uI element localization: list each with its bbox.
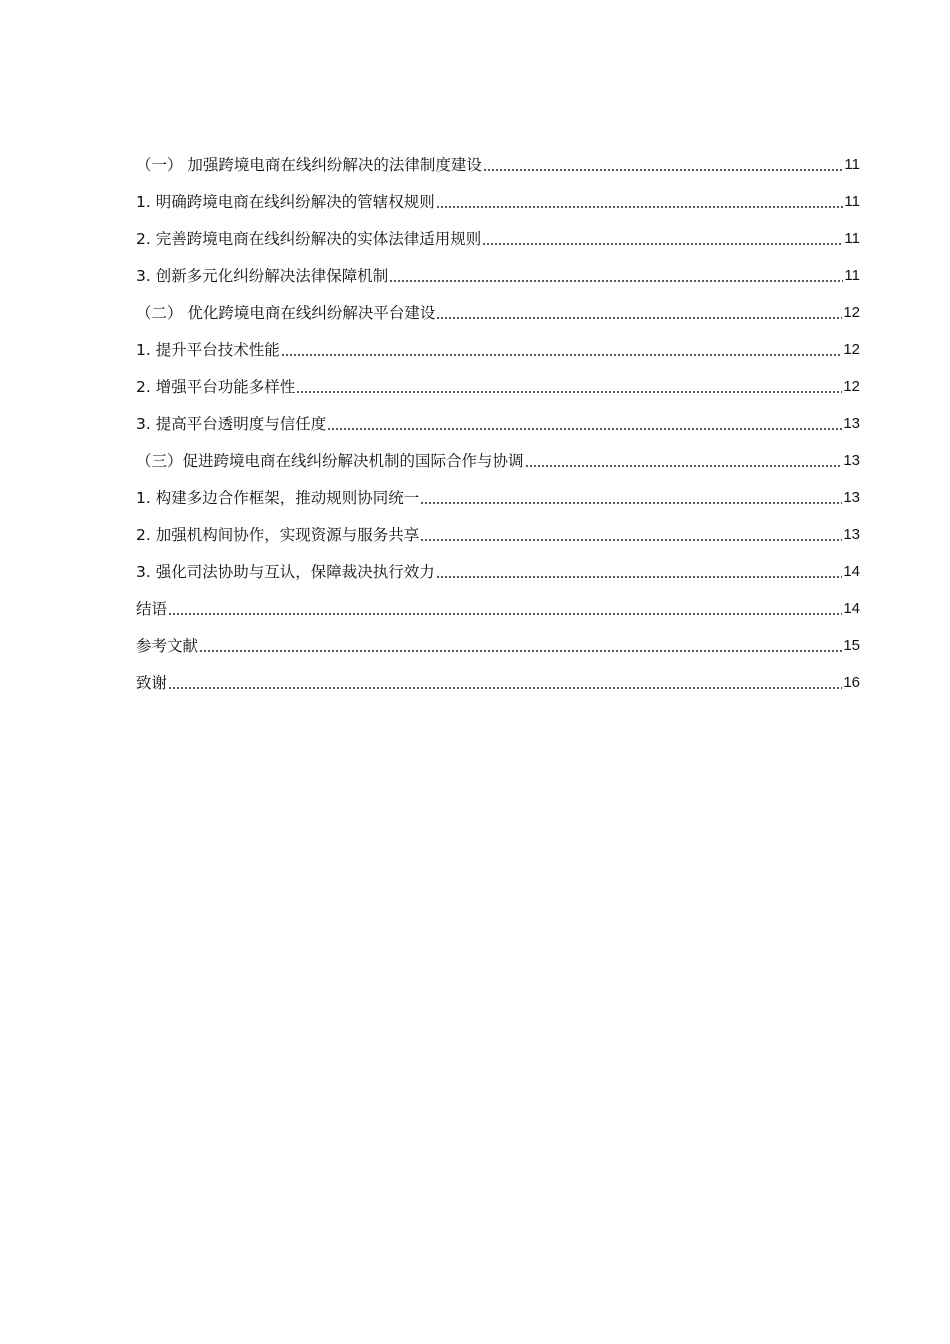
- toc-entry[interactable]: [136, 582, 860, 619]
- toc-page-number: 13: [843, 489, 860, 506]
- toc-page-number: 11: [844, 156, 860, 173]
- toc-page-number: 13: [843, 415, 860, 432]
- toc-entry[interactable]: [136, 508, 860, 545]
- toc-page-number: 12: [843, 341, 860, 358]
- toc-entry[interactable]: [136, 360, 860, 397]
- toc-entry[interactable]: [136, 397, 860, 434]
- toc-dot-leader: [525, 465, 843, 467]
- toc-entry-title: 3. 创新多元化纠纷解决法律保障机制: [136, 267, 389, 285]
- toc-entry-title: （一） 加强跨境电商在线纠纷解决的法律制度建设: [136, 156, 482, 174]
- toc-entry-title: 3. 强化司法协助与互认，保障裁决执行效力: [136, 563, 435, 581]
- toc-dot-leader: [436, 317, 842, 319]
- toc-dot-leader: [389, 280, 843, 282]
- toc-dot-leader: [436, 576, 843, 578]
- toc-page-number: 14: [843, 563, 860, 580]
- toc-entry-title: 结语: [136, 600, 168, 618]
- toc-entry-title: 2. 增强平台功能多样性: [136, 378, 296, 396]
- toc-dot-leader: [482, 243, 843, 245]
- toc-entry-title: 致谢: [136, 674, 168, 692]
- toc-dot-leader: [420, 502, 842, 504]
- toc-entry-title: 3. 提高平台透明度与信任度: [136, 415, 327, 433]
- table-of-contents: [136, 138, 860, 693]
- toc-dot-leader: [296, 391, 842, 393]
- toc-dot-leader: [199, 650, 842, 652]
- toc-entry[interactable]: [136, 545, 860, 582]
- toc-dot-leader: [281, 354, 843, 356]
- toc-page-number: 15: [843, 637, 860, 654]
- toc-page-number: 16: [843, 674, 860, 691]
- toc-entry-title: （三）促进跨境电商在线纠纷解决机制的国际合作与协调: [136, 452, 524, 470]
- toc-entry[interactable]: [136, 138, 860, 175]
- toc-dot-leader: [436, 206, 844, 208]
- toc-page-number: 14: [843, 600, 860, 617]
- toc-page-number: 13: [843, 526, 860, 543]
- toc-entry[interactable]: [136, 656, 860, 693]
- toc-page-number: 11: [844, 193, 860, 210]
- toc-entry[interactable]: [136, 175, 860, 212]
- toc-entry-title: （二） 优化跨境电商在线纠纷解决平台建设: [136, 304, 436, 322]
- toc-entry-title: 1. 明确跨境电商在线纠纷解决的管辖权规则: [136, 193, 435, 211]
- toc-dot-leader: [168, 687, 842, 689]
- toc-entry-title: 参考文献: [136, 637, 199, 655]
- toc-entry[interactable]: [136, 249, 860, 286]
- toc-entry[interactable]: [136, 619, 860, 656]
- toc-entry-title: 1. 构建多边合作框架，推动规则协同统一: [136, 489, 420, 507]
- toc-page-number: 12: [843, 304, 860, 321]
- toc-entry[interactable]: [136, 212, 860, 249]
- toc-entry[interactable]: [136, 471, 860, 508]
- toc-dot-leader: [168, 613, 842, 615]
- toc-entry[interactable]: [136, 323, 860, 360]
- toc-entry[interactable]: [136, 286, 860, 323]
- toc-entry-title: 2. 完善跨境电商在线纠纷解决的实体法律适用规则: [136, 230, 482, 248]
- toc-entry-title: 1. 提升平台技术性能: [136, 341, 280, 359]
- toc-dot-leader: [327, 428, 842, 430]
- toc-entry-title: 2. 加强机构间协作，实现资源与服务共享: [136, 526, 420, 544]
- toc-page-number: 12: [843, 378, 860, 395]
- toc-entry[interactable]: [136, 434, 860, 471]
- toc-page-number: 13: [843, 452, 860, 469]
- toc-dot-leader: [420, 539, 842, 541]
- toc-page-number: 11: [844, 267, 860, 284]
- toc-page-number: 11: [844, 230, 860, 247]
- toc-dot-leader: [483, 169, 843, 171]
